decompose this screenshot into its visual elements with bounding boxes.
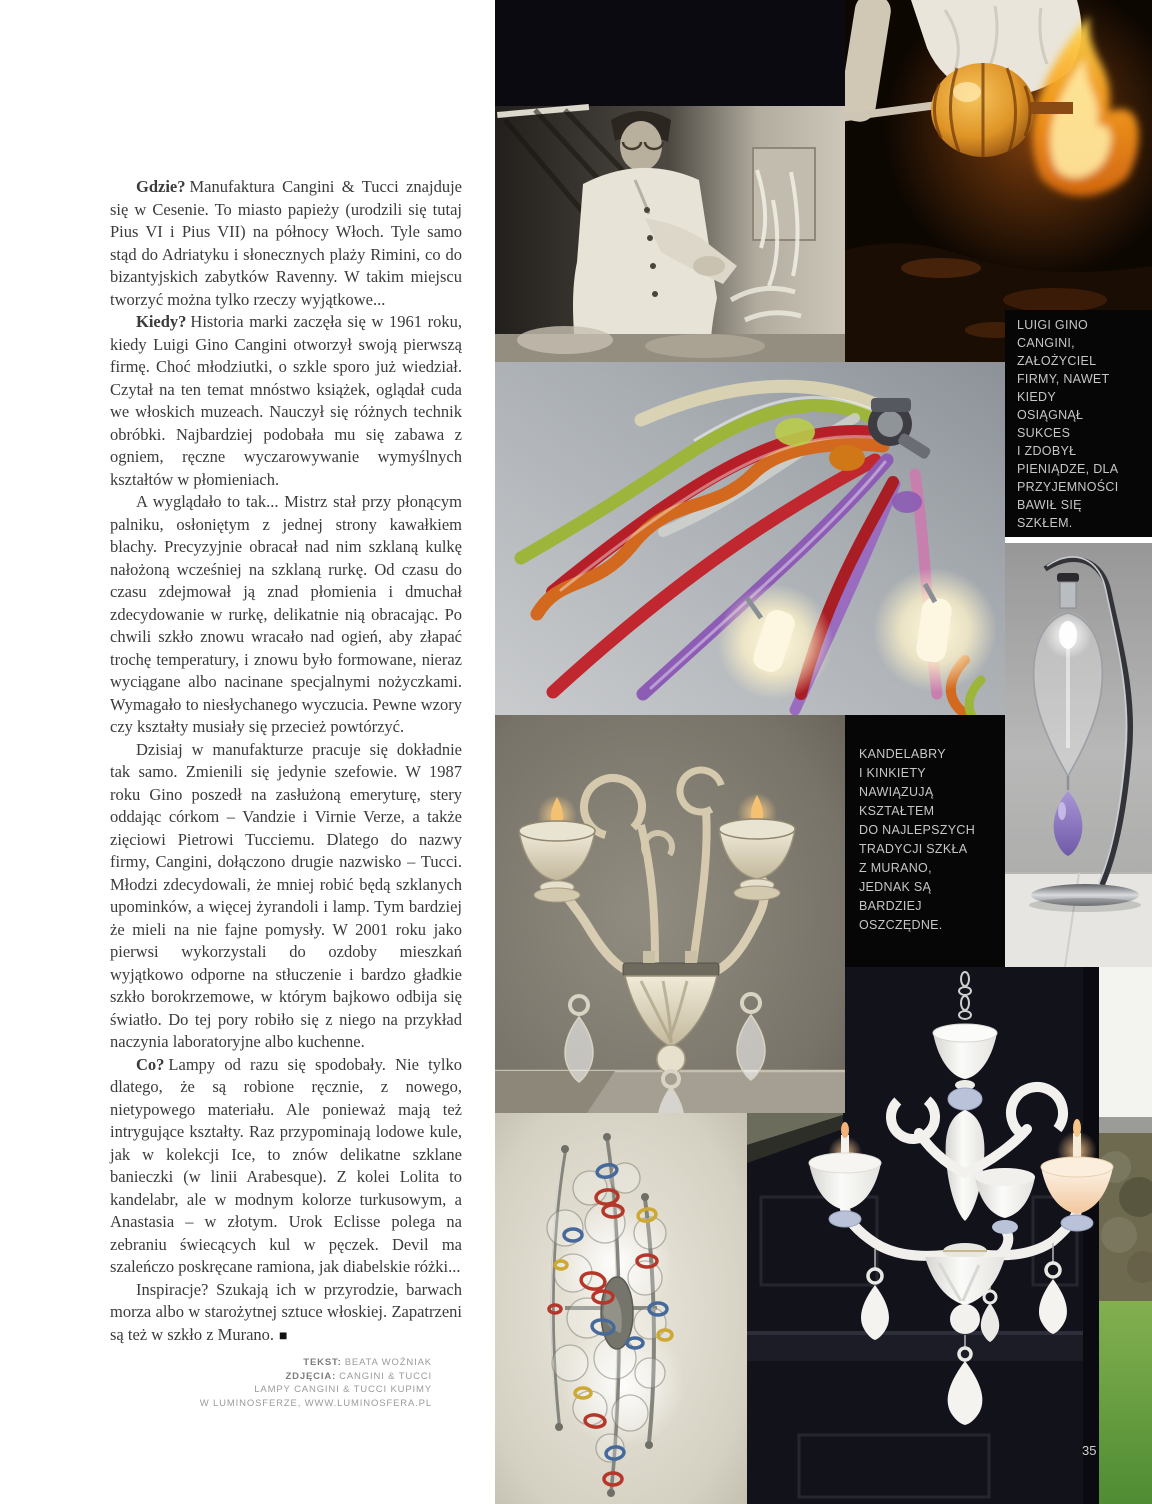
caption-line: I ZDOBYŁ <box>1017 444 1077 458</box>
end-mark: ■ <box>279 1328 288 1344</box>
credit-text: W LUMINOSFERZE, WWW.LUMINOSFERA.PL <box>199 1397 432 1409</box>
teardrop-lamp-illustration <box>1005 543 1152 967</box>
photo-glassblowing-flame <box>845 0 1152 362</box>
caption-line: I KINKIETY <box>859 766 926 780</box>
caption-line: PIENIĄDZE, DLA <box>1017 462 1119 476</box>
caption-line: BAWIŁ SIĘ <box>1017 498 1082 512</box>
paragraph-lead: Gdzie? <box>136 177 186 196</box>
caption-line: FIRMY, NAWET <box>1017 372 1110 386</box>
paragraph-dzisiaj <box>110 739 462 1054</box>
caption-line: Z MURANO, <box>859 861 932 875</box>
caption-line: JEDNAK SĄ <box>859 880 932 894</box>
photo-color-chandelier <box>495 362 1005 715</box>
caption-line: SZKŁEM. <box>1017 516 1073 530</box>
page-number: 35 <box>1082 1443 1097 1458</box>
rings-sconce-illustration <box>495 1113 747 1504</box>
caption-line: KSZTAŁTEM <box>859 804 935 818</box>
credit-text: CANGINI & TUCCI <box>339 1370 432 1382</box>
caption-line: OSIĄGNĄŁ <box>1017 408 1084 422</box>
credit-label: ZDJĘCIA: <box>285 1370 337 1382</box>
caption-kandelabry-panel <box>845 715 1005 967</box>
credits-block <box>110 1356 432 1410</box>
photo-founder-bw <box>495 0 845 362</box>
caption-line: CANGINI, <box>1017 336 1075 350</box>
credit-text: BEATA WOŹNIAK <box>344 1357 432 1368</box>
caption-line: TRADYCJI SZKŁA <box>859 842 968 856</box>
paragraph-wygladalo <box>110 491 462 739</box>
photo-teardrop-lamp <box>1005 543 1152 967</box>
credit-line <box>110 1370 432 1384</box>
flame-illustration <box>845 0 1152 362</box>
paragraph-lead: Kiedy? <box>136 312 187 331</box>
credit-line <box>110 1397 432 1411</box>
caption-line: PRZYJEMNOŚCI <box>1017 480 1119 494</box>
caption-line: KIEDY <box>1017 390 1057 404</box>
article-text-column <box>110 176 462 1348</box>
paragraph-inspiracje <box>110 1279 462 1349</box>
caption-line: NAWIĄZUJĄ <box>859 785 934 799</box>
caption-line: BARDZIEJ <box>859 899 922 913</box>
founder-bw-illustration <box>495 0 845 362</box>
credit-text: LAMPY CANGINI & TUCCI KUPIMY <box>254 1384 432 1395</box>
paragraph-body: A wyglądało to tak... Mistrz stał przy płonącym palniku, osłoniętym z jednej strony kawałkiem blachy. Precyzyjnie obracał nad nim szklaną kulkę nałożoną wcześniej na szklaną rurkę. Od czasu do czasu zdejmował ją znad płomienia i dmuchał zdecydowanie w rurkę, delikatnie nią obracając. Po chwili szkło znowu wracało nad ogień, aby złapać trochę temperatury, i znowu było formowane, nieraz wyciągane albo nacinane specjalnymi nożyczkami. Wymagało to niesłychanego wyczucia. Pewne wzory czy kształty musiały się przecież powtórzyć. <box>110 492 462 736</box>
photo-rings-sconce <box>495 1113 747 1504</box>
caption-line: DO NAJLEPSZYCH <box>859 823 976 837</box>
paragraph-co <box>110 1054 462 1279</box>
paragraph-kiedy <box>110 311 462 491</box>
paragraph-body: Dzisiaj w manufakturze pracuje się dokładnie tak samo. Zmienili się jedynie szefowie. W 1987 roku Gino poszedł na zasłużoną emeryturę, stery oddając córkom – Vandzie i Virnie Verze, a także zięciowi Pietrowi Tucciemu. Dlatego do nazwy firmy, Cangini, dołączono drugie nazwisko – Tucci. Młodzi zdecydowali, że mniej robić będą szklanych upominków, a więcej żyrandoli i lamp. Tym bardziej że mieli na nie fajne pomysły. W 2001 roku jako pierwsi wykorzystali do ozdoby mieszkań wyjątkowo odporne na stłuczenie i bardzo gładkie szkło borokrzemowe, w którym bajkowo odbija się światło. Do tej pory robiło się z niego na przykład naczynia laboratoryjne albo kuchenne. <box>110 739 462 1051</box>
photo-cream-sconce <box>495 715 845 1113</box>
paragraph-lead: Co? <box>136 1054 165 1074</box>
paragraph-body: Lampy od razu się spodobały. Nie tylko dlatego, że są robione ręcznie, z nowego, nietypowego materiału. Ale ponieważ mają też intrygujące kształty. Raz przypominają lodowe kule, jak w kolekcji Ice, to znów delikatne szklane banieczki (w linii Arabesque). Z kolei Lolita to kandelabr, ale w modnym kolorze turkusowym, a Anastasia – w złotym. Urok Eclisse polega na zebraniu świecących kul w pęczek. Devil ma szaleńczo poskręcane ramiona, jak diabelskie różki... <box>110 1054 462 1276</box>
caption-line: OSZCZĘDNE. <box>859 918 943 932</box>
paragraph-body: Inspiracje? Szukają ich w przyrodzie, barwach morza albo w starożytnej sztuce włoskiej. Zapatrzeni są też w szkło z Murano. <box>110 1279 462 1344</box>
caption-line: ZAŁOŻYCIEL <box>1017 354 1097 368</box>
credit-line <box>110 1356 432 1370</box>
cream-sconce-illustration <box>495 715 845 1113</box>
caption-line: LUIGI GINO <box>1017 318 1089 332</box>
caption-line: SUKCES <box>1017 426 1071 440</box>
caption-line: KANDELABRY <box>859 747 946 761</box>
credit-label: TEKST: <box>303 1357 342 1368</box>
paragraph-body: Historia marki zaczęła się w 1961 roku, kiedy Luigi Gino Cangini otworzył swoją pierwszą firmę. Choć młodziutki, o szkle sporo już wiedział. Czytał na ten temat mnóstwo książek, oglądał cuda we włoskich muzeach. Nauczył się różnych technik obróbki. Najbardziej podobała mu się zabawa z ogniem, ręczne wyczarowywanie wymyślnych kształtów w płomieniach. <box>110 312 462 489</box>
color-chandelier-illustration <box>495 362 1005 715</box>
paragraph-gdzie <box>110 176 462 311</box>
credit-line <box>110 1383 432 1397</box>
caption-luigi-panel <box>1005 310 1152 537</box>
paragraph-body: Manufaktura Cangini & Tucci znajduje się w Cesenie. To miasto papieży (urodzili się tutaj Pius VI i Pius VII) na północy Włoch. Tyle samo stąd do Adriatyku i słonecznych plaży Rimini, co do bizantyjskich zabytków Ravenny. W takim miejscu tworzyć można tylko rzeczy wyjątkowe... <box>110 177 462 309</box>
